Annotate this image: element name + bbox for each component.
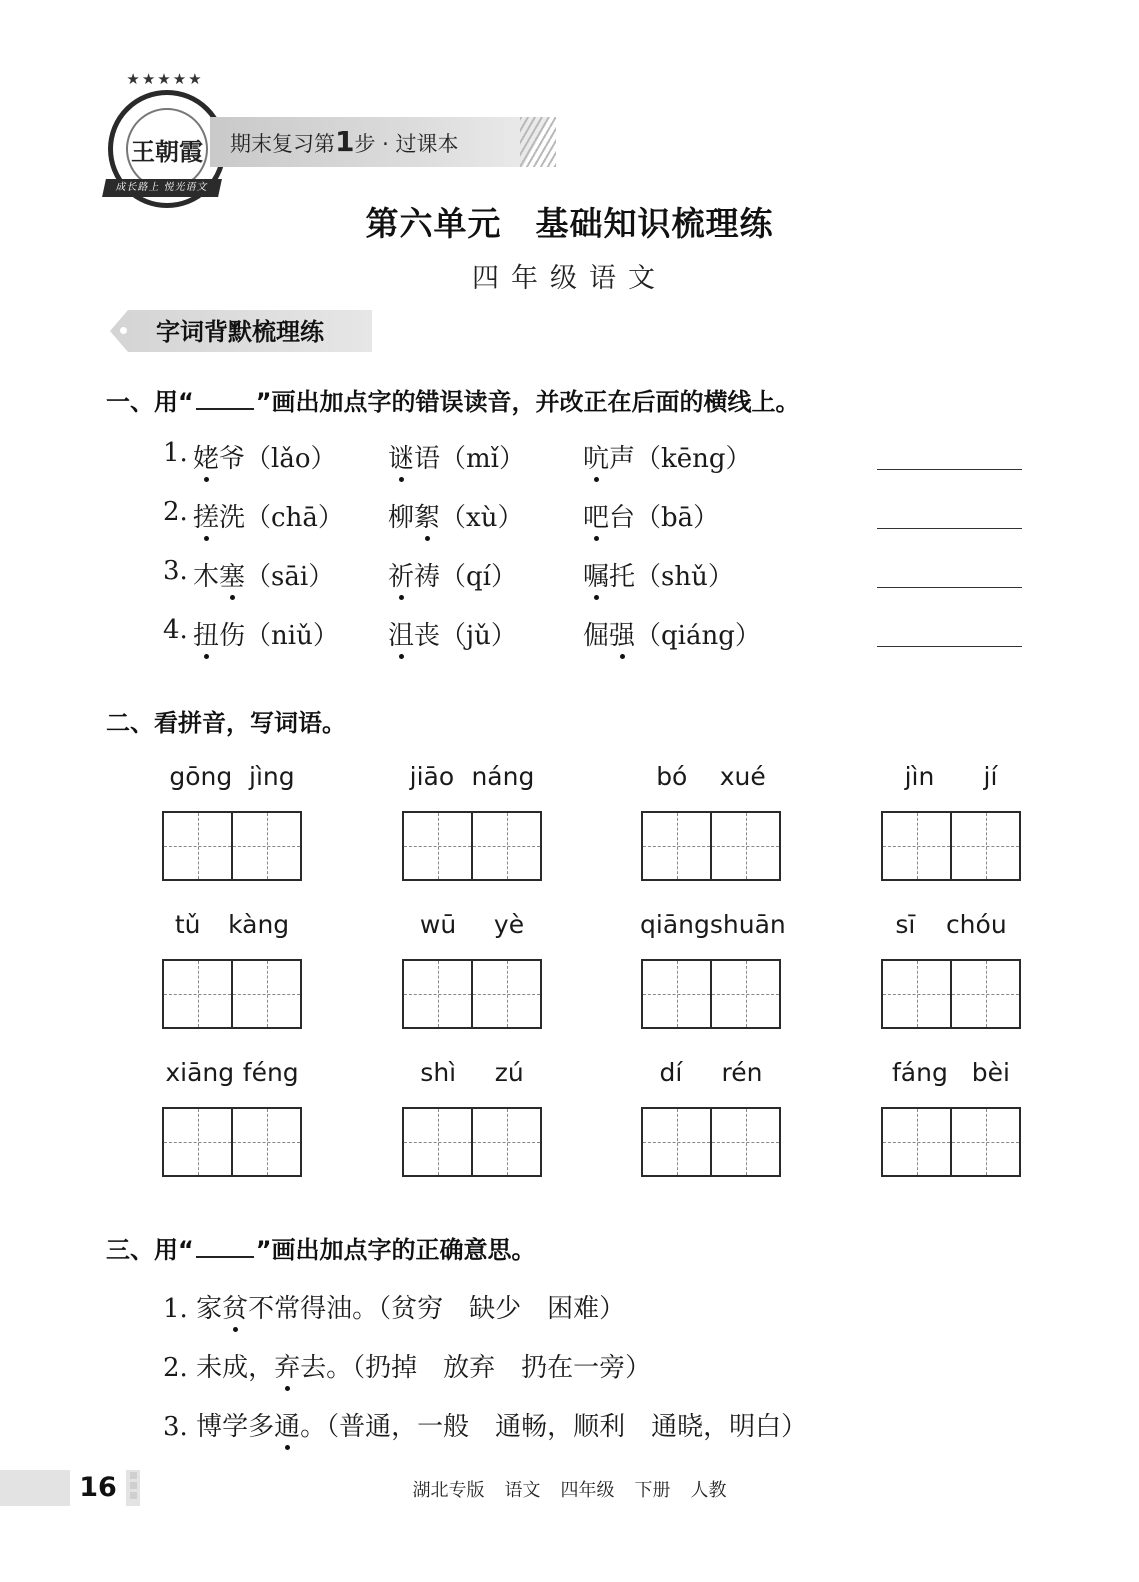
pinyin-item	[193, 438, 337, 475]
q3-head-before: 三、用“	[106, 1236, 194, 1264]
given-pinyin: （xù）	[440, 503, 524, 533]
dotted-char: 扭	[193, 621, 220, 651]
sentence-post: 。	[300, 1412, 327, 1442]
dotted-char: 塞	[219, 562, 246, 592]
given-pinyin: （bā）	[635, 503, 720, 533]
writing-cell[interactable]	[950, 1109, 1019, 1175]
pinyin-syllable: gōng	[169, 762, 233, 791]
writing-cell[interactable]	[710, 1109, 779, 1175]
writing-cell[interactable]	[404, 961, 471, 1027]
question-1-heading	[106, 382, 800, 417]
writing-grid[interactable]	[402, 811, 542, 881]
sentence-pre: 博学多	[196, 1412, 275, 1442]
pinyin-prompt	[401, 762, 543, 791]
pinyin-syllable: zú	[494, 1058, 524, 1087]
word-post: 爷	[219, 444, 246, 474]
writing-grid[interactable]	[402, 1107, 542, 1177]
banner-prefix: 期末复习第	[230, 132, 335, 156]
q1-head-after: ”画出加点字的错误读音，并改正在后面的横线上。	[255, 388, 800, 416]
dotted-char: 搓	[193, 503, 220, 533]
page-number: 16	[70, 1468, 126, 1508]
pinyin-syllable: shuān	[709, 910, 786, 939]
pinyin-prompt	[161, 762, 303, 791]
pinyin-syllable: náng	[471, 762, 535, 791]
writing-grid[interactable]	[881, 959, 1021, 1029]
pinyin-syllable: qiāng	[640, 910, 710, 939]
writing-cell[interactable]	[164, 813, 231, 879]
given-pinyin: （jǔ）	[440, 621, 517, 651]
meaning-options[interactable]: （扔掉 放弃 扔在一旁）	[352, 1353, 652, 1383]
given-pinyin: （sāi）	[245, 562, 335, 592]
pinyin-syllable: shì	[420, 1058, 457, 1087]
dotted-char: 通	[274, 1412, 301, 1442]
page-subtitle: 四年级语文	[472, 263, 667, 294]
meaning-options[interactable]: （普通，一般 通畅，顺利 通晓，明白）	[326, 1412, 808, 1442]
writing-cell[interactable]	[883, 813, 950, 879]
footer-publisher: 人教	[690, 1480, 727, 1501]
logo-text: 王朝霞	[126, 108, 208, 190]
footer-subject: 语文	[504, 1480, 541, 1501]
writing-grid[interactable]	[641, 811, 781, 881]
given-pinyin: （qiáng）	[635, 621, 761, 651]
pinyin-item	[388, 556, 517, 593]
writing-cell[interactable]	[164, 961, 231, 1027]
pinyin-syllable: jiāo	[409, 762, 455, 791]
meaning-sentence	[163, 1288, 625, 1325]
pinyin-prompt	[880, 762, 1022, 791]
question-3-heading	[106, 1230, 536, 1265]
pinyin-prompt	[640, 910, 786, 939]
sentence-pre: 未成，	[196, 1353, 275, 1383]
dotted-char: 吭	[583, 444, 610, 474]
pinyin-item	[388, 615, 517, 652]
page-title	[0, 198, 1139, 245]
q3-head-after: ”画出加点字的正确意思。	[255, 1236, 536, 1264]
pinyin-prompt	[401, 1058, 543, 1087]
writing-grid[interactable]	[641, 959, 781, 1029]
dotted-char: 强	[609, 621, 636, 651]
word-post: 洗	[219, 503, 246, 533]
sentence-pre: 家	[196, 1294, 223, 1324]
dotted-char: 絮	[414, 503, 441, 533]
pinyin-syllable: tǔ	[174, 910, 201, 939]
pinyin-syllable: rén	[721, 1058, 763, 1087]
pinyin-item	[388, 497, 523, 534]
sentence-post: 不常得油。	[248, 1294, 379, 1324]
given-pinyin: （qí）	[440, 562, 517, 592]
pinyin-prompt	[161, 910, 303, 939]
pinyin-item	[583, 438, 752, 475]
pinyin-syllable: jìng	[249, 762, 295, 791]
pinyin-prompt	[640, 762, 782, 791]
pinyin-item	[583, 556, 734, 593]
pinyin-syllable: féng	[242, 1058, 299, 1087]
writing-cell[interactable]	[231, 961, 300, 1027]
writing-cell[interactable]	[950, 961, 1019, 1027]
given-pinyin: （mǐ）	[440, 444, 526, 474]
sentence-number: 3.	[163, 1412, 188, 1442]
writing-grid[interactable]	[881, 1107, 1021, 1177]
given-pinyin: （kēng）	[635, 444, 752, 474]
answer-line[interactable]	[877, 586, 1022, 588]
writing-cell[interactable]	[471, 961, 540, 1027]
writing-cell[interactable]	[883, 1109, 950, 1175]
dotted-char: 弃	[274, 1353, 301, 1383]
writing-cell[interactable]	[950, 813, 1019, 879]
item-number: 1.	[163, 438, 188, 468]
pinyin-syllable: chóu	[945, 910, 1007, 939]
writing-grid[interactable]	[402, 959, 542, 1029]
writing-cell[interactable]	[471, 1109, 540, 1175]
dotted-char: 姥	[193, 444, 220, 474]
writing-cell[interactable]	[643, 961, 710, 1027]
sentence-post: 去。	[300, 1353, 353, 1383]
given-pinyin: （chā）	[245, 503, 344, 533]
banner-text	[230, 122, 459, 162]
banner-suffix: 步 · 过课本	[354, 132, 459, 156]
pinyin-syllable: xiāng	[165, 1058, 235, 1087]
writing-cell[interactable]	[231, 813, 300, 879]
pinyin-syllable: bó	[656, 762, 688, 791]
answer-line[interactable]	[877, 527, 1022, 529]
writing-grid[interactable]	[881, 811, 1021, 881]
meaning-options[interactable]: （贫穷 缺少 困难）	[378, 1294, 626, 1324]
pinyin-item	[193, 497, 344, 534]
banner-hatch	[520, 117, 556, 167]
dotted-char: 贫	[222, 1294, 249, 1324]
logo-ribbon: 成长路上 悦光语文	[102, 179, 222, 197]
meaning-sentence	[163, 1347, 651, 1384]
title-topic: 基础知识梳理练	[535, 204, 774, 243]
logo-stars: ★★★★★	[126, 70, 204, 88]
pinyin-prompt	[880, 910, 1022, 939]
pinyin-syllable: xué	[719, 762, 766, 791]
pinyin-item	[388, 438, 525, 475]
dotted-char: 祈	[388, 562, 415, 592]
item-number: 2.	[163, 497, 188, 527]
given-pinyin: （lǎo）	[245, 444, 337, 474]
pinyin-prompt	[880, 1058, 1022, 1087]
footer-volume: 下册	[634, 1480, 671, 1501]
writing-cell[interactable]	[643, 1109, 710, 1175]
question-2-heading: 二、看拼音，写词语。	[106, 709, 346, 737]
pinyin-syllable: sī	[895, 910, 916, 939]
writing-cell[interactable]	[710, 961, 779, 1027]
word-post: 丧	[414, 621, 441, 651]
pinyin-item	[193, 556, 334, 593]
pinyin-syllable: fáng	[891, 1058, 948, 1087]
writing-cell[interactable]	[164, 1109, 231, 1175]
underline-sample	[196, 388, 254, 410]
sentence-number: 1.	[163, 1294, 188, 1324]
writing-cell[interactable]	[710, 813, 779, 879]
word-pre: 倔	[583, 621, 610, 651]
given-pinyin: （shǔ）	[635, 562, 734, 592]
banner-number: 1	[335, 125, 355, 158]
word-post: 祷	[414, 562, 441, 592]
section-tag-dot	[120, 327, 127, 334]
answer-line[interactable]	[877, 645, 1022, 647]
word-post: 伤	[219, 621, 246, 651]
writing-cell[interactable]	[643, 813, 710, 879]
word-pre: 柳	[388, 503, 415, 533]
pinyin-syllable: jìn	[904, 762, 935, 791]
pinyin-syllable: wū	[419, 910, 457, 939]
pinyin-syllable: yè	[493, 910, 525, 939]
word-post: 语	[414, 444, 441, 474]
pinyin-prompt	[640, 1058, 782, 1087]
writing-cell[interactable]	[471, 813, 540, 879]
pinyin-item	[193, 615, 339, 652]
word-post: 台	[609, 503, 636, 533]
pinyin-item	[583, 615, 761, 652]
writing-cell[interactable]	[404, 813, 471, 879]
pinyin-syllable: dí	[659, 1058, 683, 1087]
word-post: 声	[609, 444, 636, 474]
writing-cell[interactable]	[404, 1109, 471, 1175]
q1-head-before: 一、用“	[106, 388, 194, 416]
dotted-char: 嘱	[583, 562, 610, 592]
item-number: 4.	[163, 615, 188, 645]
word-post: 托	[609, 562, 636, 592]
footer-edition: 湖北专版	[412, 1480, 485, 1501]
writing-grid[interactable]	[162, 959, 302, 1029]
writing-grid[interactable]	[162, 1107, 302, 1177]
sentence-number: 2.	[163, 1353, 188, 1383]
footer-text	[0, 1476, 1139, 1502]
title-unit: 第六单元	[365, 204, 502, 243]
item-number: 3.	[163, 556, 188, 586]
pinyin-item	[583, 497, 719, 534]
dotted-char: 沮	[388, 621, 415, 651]
underline-sample	[196, 1236, 254, 1258]
word-pre: 木	[193, 562, 220, 592]
pinyin-prompt	[401, 910, 543, 939]
section-tag-label: 字词背默梳理练	[156, 318, 324, 346]
writing-cell[interactable]	[231, 1109, 300, 1175]
dotted-char: 谜	[388, 444, 415, 474]
pinyin-syllable: bèi	[971, 1058, 1010, 1087]
writing-cell[interactable]	[883, 961, 950, 1027]
given-pinyin: （niǔ）	[245, 621, 339, 651]
writing-grid[interactable]	[641, 1107, 781, 1177]
dotted-char: 吧	[583, 503, 610, 533]
meaning-sentence	[163, 1406, 807, 1443]
answer-line[interactable]	[877, 468, 1022, 470]
pinyin-prompt	[161, 1058, 303, 1087]
footer-grade: 四年级	[560, 1480, 615, 1501]
pinyin-syllable: kàng	[228, 910, 290, 939]
pinyin-syllable: jí	[983, 762, 998, 791]
writing-grid[interactable]	[162, 811, 302, 881]
